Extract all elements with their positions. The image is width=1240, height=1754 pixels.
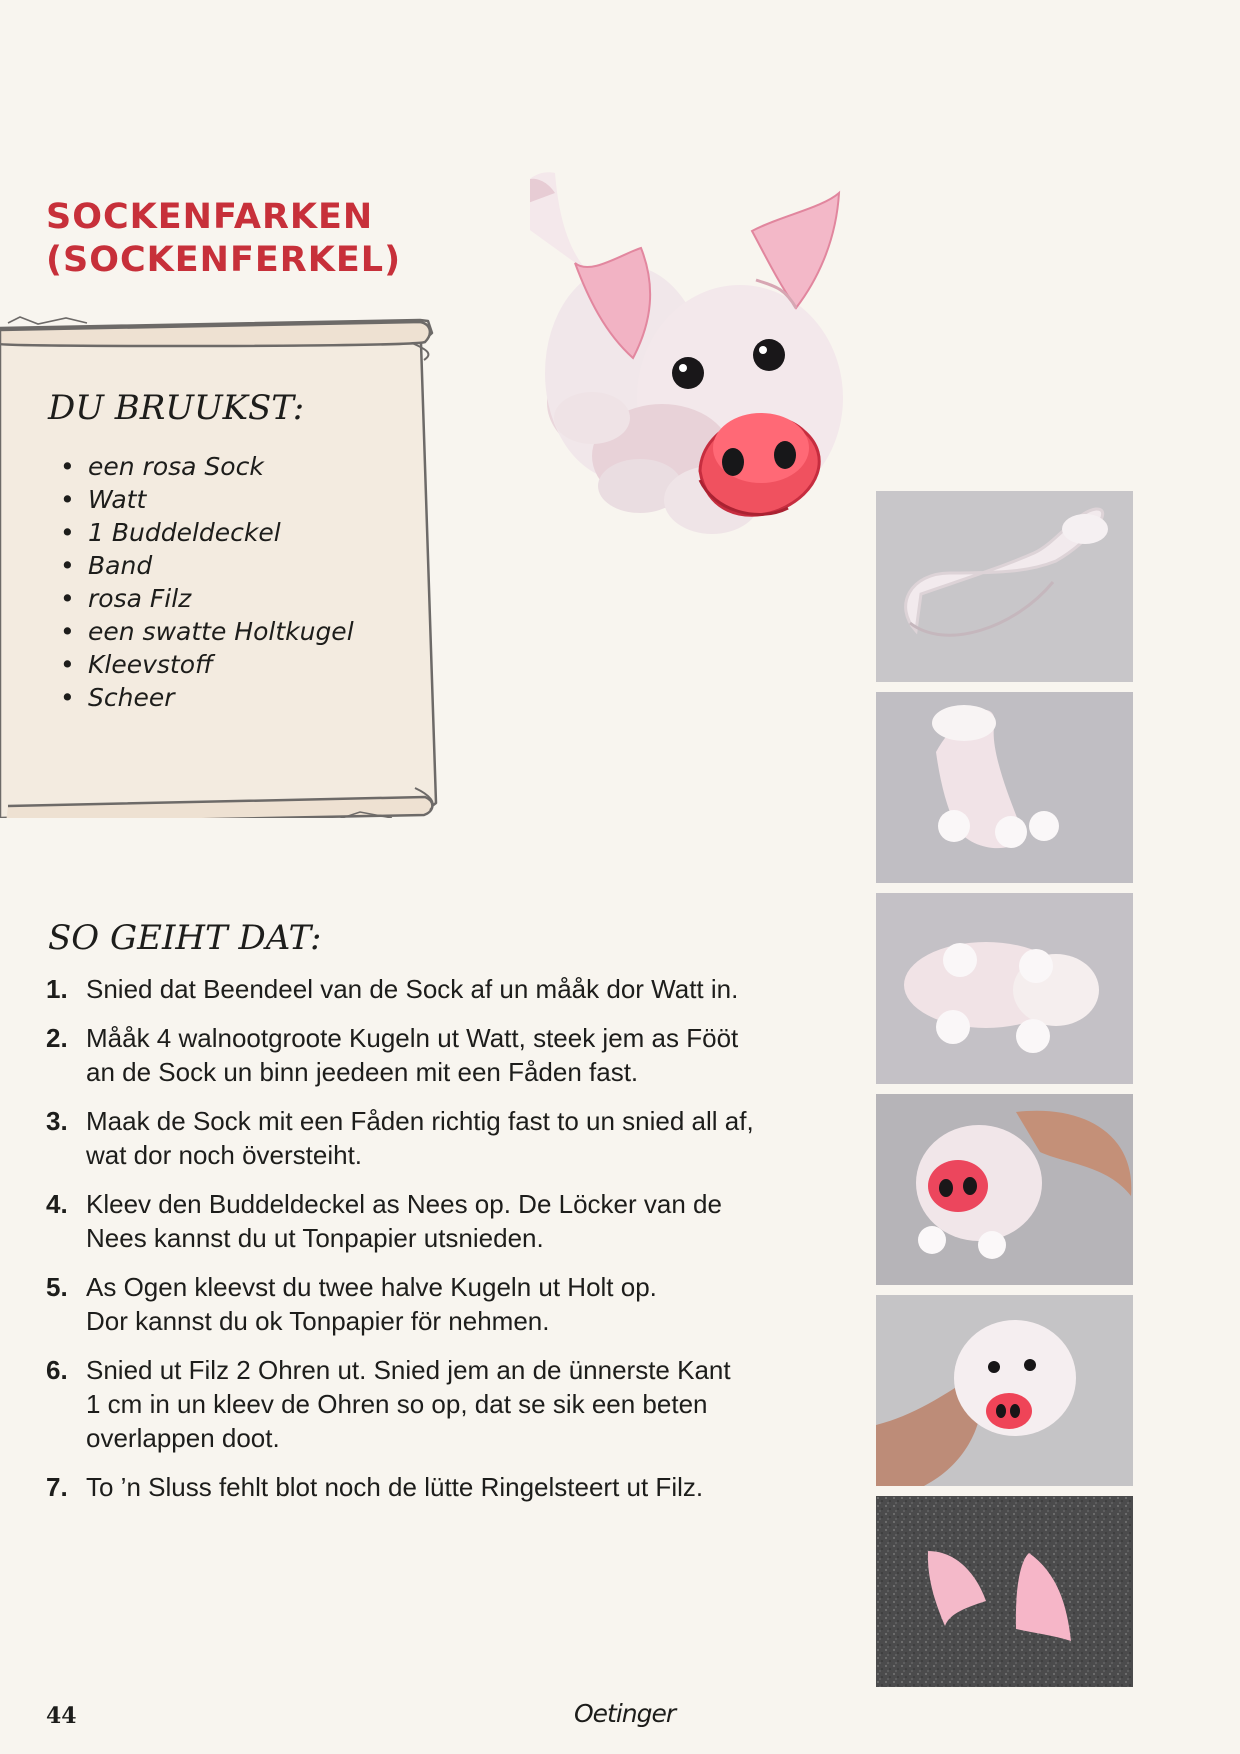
step-line: Nees kannst du ut Tonpapier utsnieden.: [86, 1223, 544, 1253]
instruction-step: [46, 1353, 816, 1455]
step-text: [86, 1270, 811, 1338]
step-number: 1.: [46, 974, 68, 1004]
step-line: As Ogen kleevst du twee halve Kugeln ut Holt op.: [86, 1272, 657, 1302]
step-number: 5.: [46, 1272, 68, 1302]
step-line: an de Sock un binn jeedeen mit een Fåden fast.: [86, 1057, 639, 1087]
materials-item: • Band: [58, 549, 398, 582]
instruction-steps: [46, 972, 816, 1519]
step-number: 7.: [46, 1472, 68, 1502]
step-line: To ’n Sluss fehlt blot noch de lütte Ringelsteert ut Filz.: [86, 1472, 704, 1502]
step-photo-3: [876, 893, 1133, 1084]
step-text: [86, 1104, 811, 1172]
step-photo-1: [876, 491, 1133, 682]
step-line: Dor kannst du ok Tonpapier för nehmen.: [86, 1306, 550, 1336]
step-photo-5: [876, 1295, 1133, 1486]
materials-item: • Scheer: [58, 681, 398, 714]
step-text: [86, 1470, 811, 1504]
title-line-2: (SOCKENFERKEL): [46, 240, 402, 280]
step-line: Snied ut Filz 2 Ohren ut. Snied jem an de ünnerste Kant: [86, 1355, 731, 1385]
step-photo-6: [876, 1496, 1133, 1687]
instruction-step: [46, 1270, 816, 1338]
step-text: [86, 972, 811, 1006]
step-text: [86, 1353, 811, 1455]
instruction-step: [46, 1104, 816, 1172]
materials-heading: DU BRUUKST:: [48, 388, 305, 428]
step-photo-4: [876, 1094, 1133, 1285]
materials-item: • Kleevstoff: [58, 648, 398, 681]
instructions-heading: SO GEIHT DAT:: [48, 918, 322, 958]
step-line: overlappen doot.: [86, 1423, 280, 1453]
step-text: [86, 1021, 811, 1089]
page-title: [46, 196, 401, 282]
step-number: 2.: [46, 1023, 68, 1053]
publisher-logo-text: Oetinger: [574, 1699, 676, 1728]
step-photo-column: [876, 491, 1133, 1697]
instruction-step: [46, 1470, 816, 1504]
step-line: Maak de Sock mit een Fåden richtig fast to un snied all af,: [86, 1106, 754, 1136]
page-number: 44: [46, 1703, 77, 1729]
materials-item: • een rosa Sock: [58, 450, 398, 483]
step-line: 1 cm in un kleev de Ohren so op, dat se sik een beten: [86, 1389, 708, 1419]
step-line: wat dor noch översteiht.: [86, 1140, 363, 1170]
materials-item: • Watt: [58, 483, 398, 516]
materials-item: • een swatte Holtkugel: [58, 615, 398, 648]
step-line: Kleev den Buddeldeckel as Nees op. De Löcker van de: [86, 1189, 722, 1219]
step-line: Mååk 4 walnootgroote Kugeln ut Watt, steek jem as Fööt: [86, 1023, 739, 1053]
step-number: 6.: [46, 1355, 68, 1385]
step-photo-2: [876, 692, 1133, 883]
step-line: Snied dat Beendeel van de Sock af un mååk dor Watt in.: [86, 974, 739, 1004]
materials-item: • rosa Filz: [58, 582, 398, 615]
step-number: 4.: [46, 1189, 68, 1219]
instruction-step: [46, 1021, 816, 1089]
materials-item: • 1 Buddeldeckel: [58, 516, 398, 549]
instruction-step: [46, 1187, 816, 1255]
instruction-step: [46, 972, 816, 1006]
materials-list: [58, 450, 398, 714]
step-text: [86, 1187, 811, 1255]
step-number: 3.: [46, 1106, 68, 1136]
title-line-1: SOCKENFARKEN: [46, 197, 374, 237]
